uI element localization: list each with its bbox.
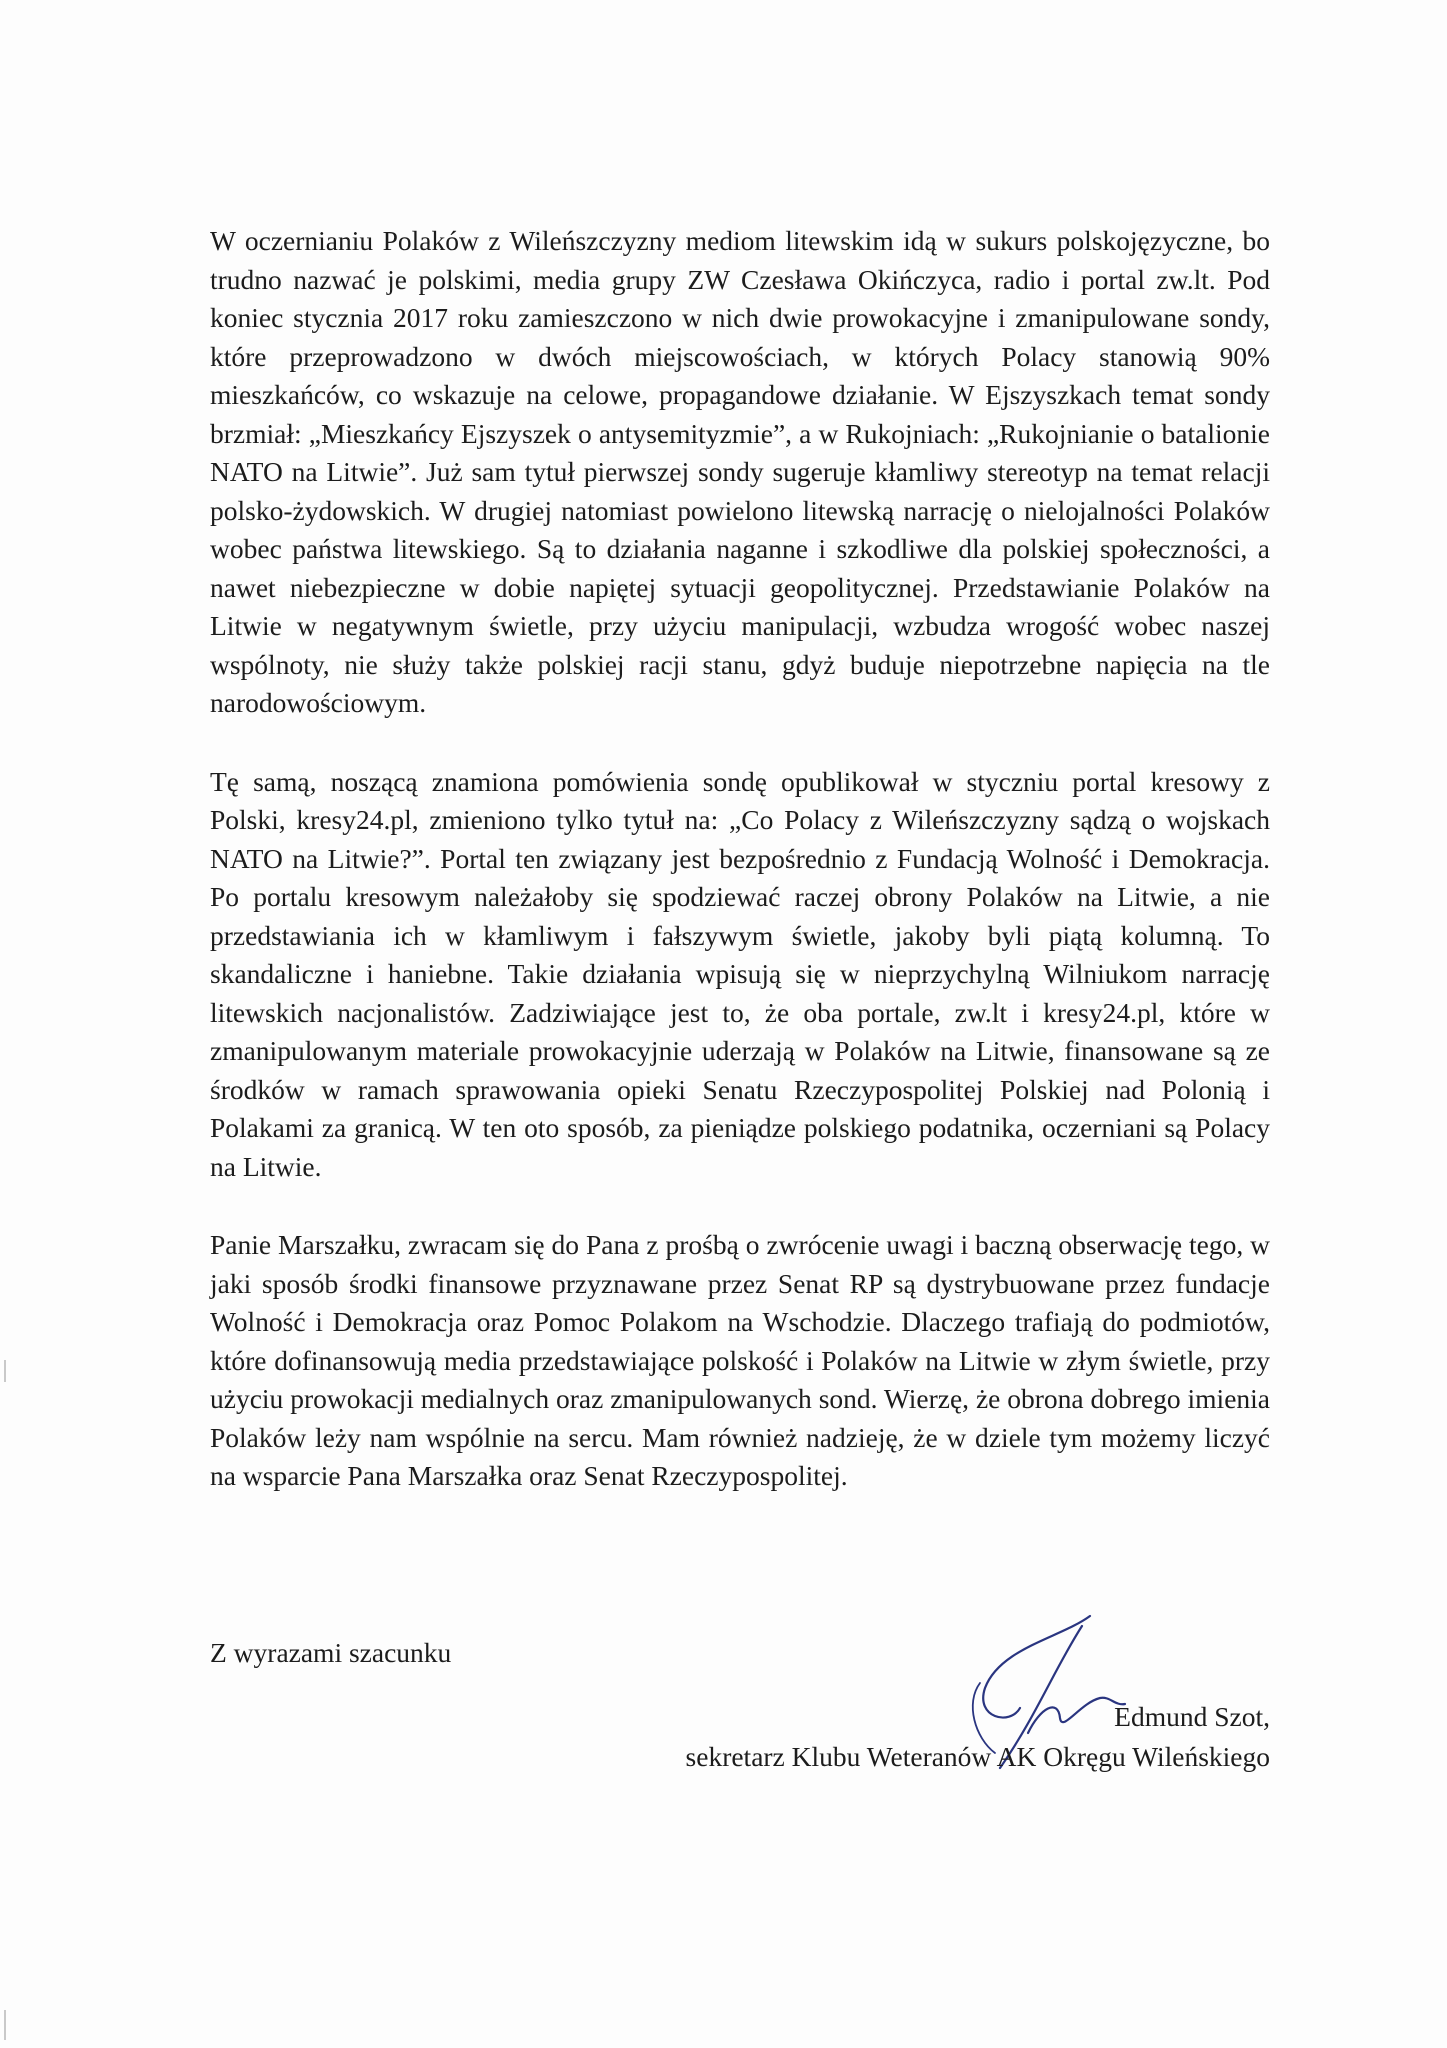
paragraph-2: Tę samą, noszącą znamiona pomówienia sondę opublikował w styczniu portal kresowy z Polski, kresy24.pl, zmieniono tylko tytuł na: „Co Polacy z Wileńszczyzny sądzą o wojskach NATO na Litwie?”. Portal ten związany jest bezpośrednio z Fundacją Wolność i Demokracja. Po portalu kresowym należałoby się spodziewać raczej obrony Polaków na Litwie, a nie przedstawiania ich w kłamliwym i fałszywym świetle, jakoby byli piątą kolumną. To skandaliczne i haniebne. Takie działania wpisują się w nieprzychylną Wilniukom narrację litewskich nacjonalistów. Zadziwiające jest to, że oba portale, zw.lt i kresy24.pl, które w zmanipulowanym materiale prowokacyjnie uderzają w Polaków na Litwie, finansowane są ze środków w ramach sprawowania opieki Senatu Rzeczypospolitej Polskiej nad Polonią i Polakami za granicą. W ten oto sposób, za pieniądze polskiego podatnika, oczerniani są Polacy na Litwie. bbox=[210, 765, 1270, 1182]
paragraph-3: Panie Marszałku, zwracam się do Pana z prośbą o zwrócenie uwagi i baczną obserwację tego, w jaki sposób środki finansowe przyznawane przez Senat RP są dystrybuowane przez fundacje Wolność i Demokracja oraz Pomoc Polakom na Wschodzie. Dlaczego trafiają do podmiotów, które dofinansowują media przedstawiające polskość i Polaków na Litwie w złym świetle, przy użyciu prowokacji medialnych oraz zmanipulowanych sond. Wierzę, że obrona dobrego imienia Polaków leży nam wspólnie na sercu. Mam również nadzieję, że w dziele tym możemy liczyć na wsparcie Pana Marszałka oraz Senat Rzeczypospolitej. bbox=[210, 1229, 1270, 1491]
signer-role: sekretarz Klubu Weteranów AK Okręgu Wileńskiego bbox=[685, 1741, 1270, 1772]
signer-name: Edmund Szot, bbox=[1114, 1701, 1270, 1732]
scan-edge-mark bbox=[4, 1360, 6, 1382]
closing-salutation: Z wyrazami szacunku bbox=[210, 1637, 452, 1668]
scan-edge-mark bbox=[4, 2010, 6, 2040]
letter-body bbox=[210, 222, 1270, 1536]
paragraph-1: W oczernianiu Polaków z Wileńszczyzny mediom litewskim idą w sukurs polskojęzyczne, bo trudno nazwać je polskimi, media grupy ZW Czesława Okińczyca, radio i portal zw.lt. Pod koniec stycznia 2017 roku zamieszczono w nich dwie prowokacyjne i zmanipulowane sondy, które przeprowadzono w dwóch miejscowościach, w których Polacy stanowią 90% mieszkańców, co wskazuje na celowe, propagandowe działanie. W Ejszyszkach temat sondy brzmiał: „Mieszkańcy Ejszyszek o antysemityzmie”, a w Rukojniach: „Rukojnianie o batalionie NATO na Litwie”. Już sam tytuł pierwszej sondy sugeruje kłamliwy stereotyp na temat relacji polsko-żydowskich. W drugiej natomiast powielono litewską narrację o nielojalności Polaków wobec państwa litewskiego. Są to działania naganne i szkodliwe dla polskiej społeczności, a nawet niebezpieczne w dobie napiętej sytuacji geopolitycznej. Przedstawianie Polaków na Litwie w negatywnym świetle, przy użyciu manipulacji, wzbudza wrogość wobec naszej wspólnoty, nie służy także polskiej racji stanu, gdyż buduje niepotrzebne napięcia na tle narodowościowym. bbox=[210, 225, 1270, 718]
